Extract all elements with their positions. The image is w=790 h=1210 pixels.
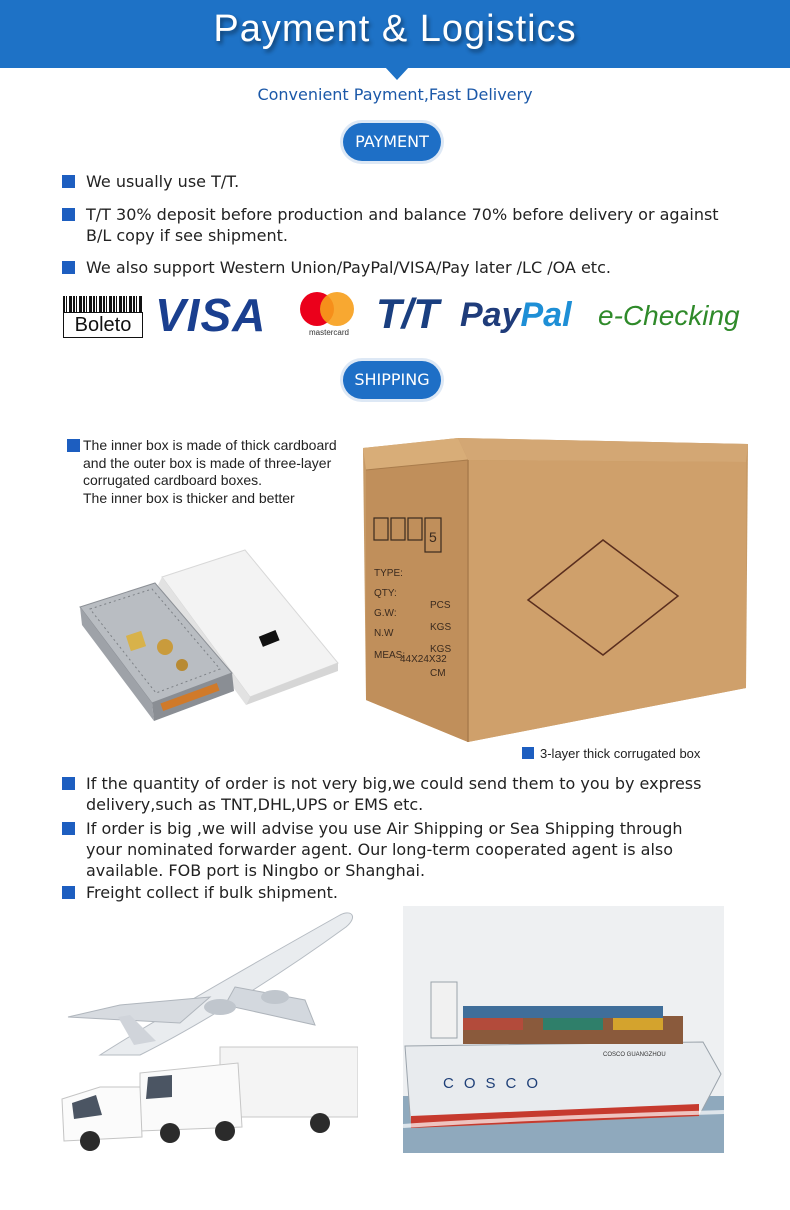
bullet-square-icon — [62, 777, 75, 790]
bullet-square-icon — [67, 439, 80, 452]
svg-text:MEAS:: MEAS: — [374, 650, 406, 661]
svg-text:G.W:: G.W: — [374, 608, 397, 619]
packaging-note: The inner box is made of thick cardboard and the outer box is made of three-layer corrugated cardboard boxes. The inner box is thicker and better — [67, 437, 357, 507]
bullet-square-icon — [62, 208, 75, 221]
shipping-bullet-2: If order is big ,we will advise you use Air Shipping or Sea Shipping through your nominated forwarder agent. Our long-term cooperated agent is also available. FOB port is Ningbo or Shanghai. — [62, 818, 722, 881]
bullet-square-icon — [522, 747, 534, 759]
payment-bullet-2: T/T 30% deposit before production and balance 70% before delivery or against B/L copy if see shipment. — [62, 204, 734, 246]
mastercard-orange-circle — [320, 292, 354, 326]
svg-text:TYPE:: TYPE: — [374, 568, 403, 579]
bullet-square-icon — [62, 886, 75, 899]
visa-logo: VISA — [155, 289, 267, 341]
payment-bullet-3: We also support Western Union/PayPal/VISA/Pay later /LC /OA etc. — [62, 257, 742, 278]
svg-text:CM: CM — [430, 668, 446, 679]
svg-text:COSCO: COSCO — [443, 1075, 549, 1092]
paypal-logo: PayPal — [460, 296, 572, 334]
shipping-section-label: SHIPPING — [343, 361, 441, 399]
payment-bullet-1: We usually use T/T. — [62, 171, 742, 192]
payment-section-label: PAYMENT — [343, 123, 441, 161]
shipping-bullet-1: If the quantity of order is not very big,we could send them to you by express delivery,such as TNT,DHL,UPS or EMS etc. — [62, 773, 722, 815]
svg-text:COSCO GUANGZHOU: COSCO GUANGZHOU — [603, 1052, 666, 1058]
header-notch — [385, 67, 409, 80]
container-ship-photo — [403, 906, 724, 1153]
bullet-square-icon — [62, 261, 75, 274]
boleto-logo: Boleto — [63, 296, 143, 338]
mastercard-logo: mastercard — [300, 292, 360, 342]
carton-caption: 3-layer thick corrugated box — [522, 746, 700, 761]
power-supply-photo — [70, 545, 345, 755]
svg-text:QTY:: QTY: — [374, 588, 397, 599]
svg-text:KGS: KGS — [430, 622, 452, 633]
shipping-bullet-3: Freight collect if bulk shipment. — [62, 882, 722, 903]
svg-text:N.W: N.W — [374, 628, 394, 639]
page-title: Payment & Logistics — [213, 8, 577, 50]
payment-logos — [60, 288, 740, 358]
svg-text:5: 5 — [429, 529, 437, 545]
airplane-illustration — [68, 913, 353, 1055]
tt-logo: T/T — [376, 290, 439, 337]
page-header — [0, 0, 790, 68]
svg-text:PCS: PCS — [430, 600, 451, 611]
bullet-square-icon — [62, 822, 75, 835]
tagline: Convenient Payment,Fast Delivery — [257, 85, 533, 104]
bullet-square-icon — [62, 175, 75, 188]
delivery-vans-illustration — [62, 1047, 358, 1151]
airplane-and-trucks-photo — [60, 905, 358, 1153]
corrugated-carton-photo — [358, 430, 750, 745]
svg-text:KGS: KGS — [430, 644, 452, 655]
e-checking-logo: e-Checking — [598, 300, 740, 331]
barcode-icon — [63, 296, 143, 312]
svg-text:44X24X32: 44X24X32 — [400, 654, 447, 665]
